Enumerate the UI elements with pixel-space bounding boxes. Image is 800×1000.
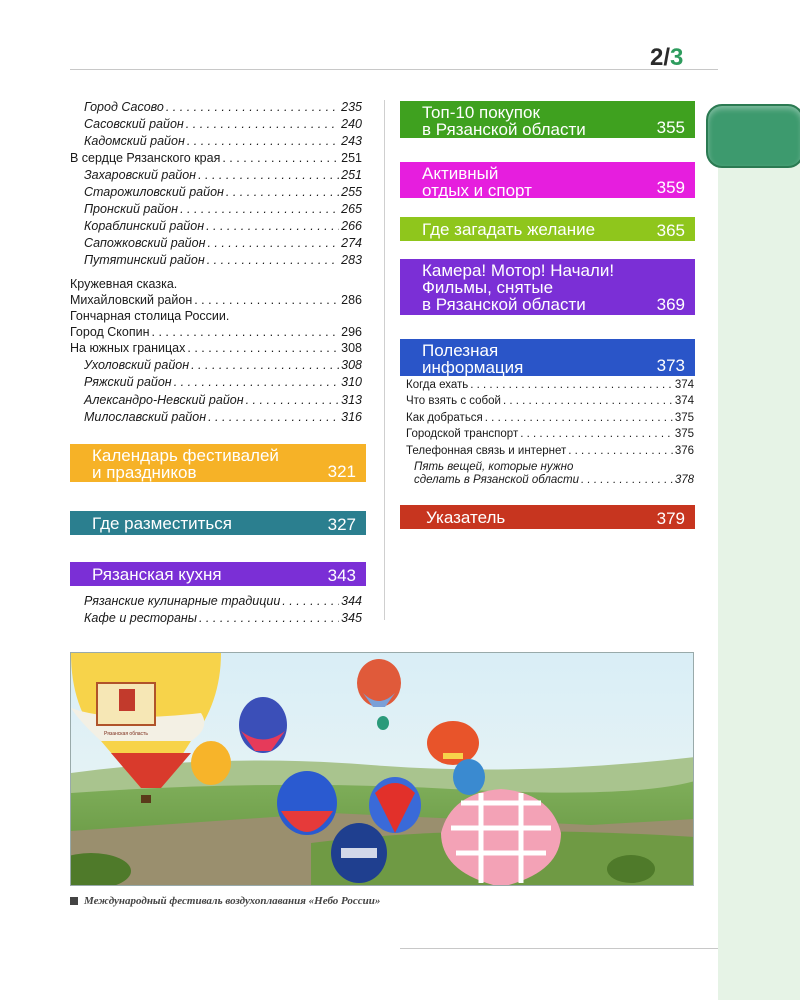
toc-entry[interactable]: Город Сасово . . . 235 [84, 99, 362, 115]
toc-entry[interactable]: Путятинский район . . . 283 [84, 252, 362, 268]
column-divider [384, 100, 385, 620]
toc-entry[interactable]: Кадомский район . . . 243 [84, 133, 362, 149]
cuisine-entry[interactable]: Кафе и рестораны . . . 345 [84, 610, 362, 626]
section-cuisine[interactable]: Рязанская кухня 343 [70, 562, 366, 586]
toc-entry[interactable]: Александро-Невский район . . . 313 [84, 392, 362, 408]
toc-entry[interactable]: В сердце Рязанского края . . . 251 [70, 150, 362, 166]
info-entry[interactable]: Как добраться . . . 375 [406, 410, 694, 426]
toc-entry[interactable]: Сапожковский район . . . 274 [84, 235, 362, 251]
side-strip [718, 108, 800, 1000]
section-active[interactable]: Активный отдых и спорт 359 [400, 162, 695, 198]
info-entry[interactable]: Городской транспорт . . . 375 [406, 426, 694, 442]
info-extra[interactable]: сделать в Рязанской области . . . 378 [414, 472, 694, 488]
info-entry[interactable]: Телефонная связь и интернет . . . 376 [406, 443, 694, 459]
toc-entry[interactable]: Кораблинский район . . . 266 [84, 218, 362, 234]
balloon-festival-photo [70, 652, 694, 886]
balloon-scene [71, 653, 694, 886]
toc-entry[interactable]: Ряжский район . . . 310 [84, 374, 362, 390]
toc-entry[interactable]: Ухоловский район . . . 308 [84, 357, 362, 373]
header-rule [70, 69, 718, 70]
toc-entry[interactable]: На южных границах . . . 308 [70, 340, 362, 356]
toc-entry-kruzh-line1: Кружевная сказка. [70, 277, 178, 291]
toc-entry[interactable]: Пронский район . . . 265 [84, 201, 362, 217]
toc-entry[interactable]: Захаровский район . . . 251 [84, 167, 362, 183]
page-number: 2/3 [650, 44, 684, 71]
photo-caption: Международный фестиваль воздухоплавания «Небо России» [70, 895, 380, 907]
section-films[interactable]: Камера! Мотор! Начали! Фильмы, снятые в Рязанской области 369 [400, 259, 695, 315]
section-index[interactable]: Указатель 379 [400, 505, 695, 529]
toc-entry-gonch-line1: Гончарная столица России. [70, 309, 230, 323]
info-extra-line1: Пять вещей, которые нужно [414, 461, 574, 473]
caption-marker [70, 897, 78, 905]
section-info[interactable]: Полезная информация 373 [400, 339, 695, 376]
section-calendar[interactable]: Календарь фестивалей и праздников 321 [70, 444, 366, 482]
toc-entry[interactable]: Милославский район . . . 316 [84, 409, 362, 425]
section-top10[interactable]: Топ-10 покупок в Рязанской области 355 [400, 101, 695, 138]
section-wish[interactable]: Где загадать желание 365 [400, 217, 695, 241]
info-entry[interactable]: Когда ехать . . . 374 [406, 377, 694, 393]
toc-entry[interactable]: Старожиловский район . . . 255 [84, 184, 362, 200]
toc-entry-gonch[interactable]: Город Скопин . . . 296 [70, 324, 362, 340]
footer-rule [400, 948, 718, 949]
cuisine-entry[interactable]: Рязанские кулинарные традиции . . . 344 [84, 593, 362, 609]
chapter-tab[interactable] [706, 104, 800, 168]
info-entry[interactable]: Что взять с собой . . . 374 [406, 393, 694, 409]
toc-entry[interactable]: Сасовский район . . . 240 [84, 116, 362, 132]
balloon-badge-text: Рязанская область [104, 731, 148, 737]
section-stay[interactable]: Где разместиться 327 [70, 511, 366, 535]
toc-entry-kruzh[interactable]: Михайловский район . . . 286 [70, 292, 362, 308]
